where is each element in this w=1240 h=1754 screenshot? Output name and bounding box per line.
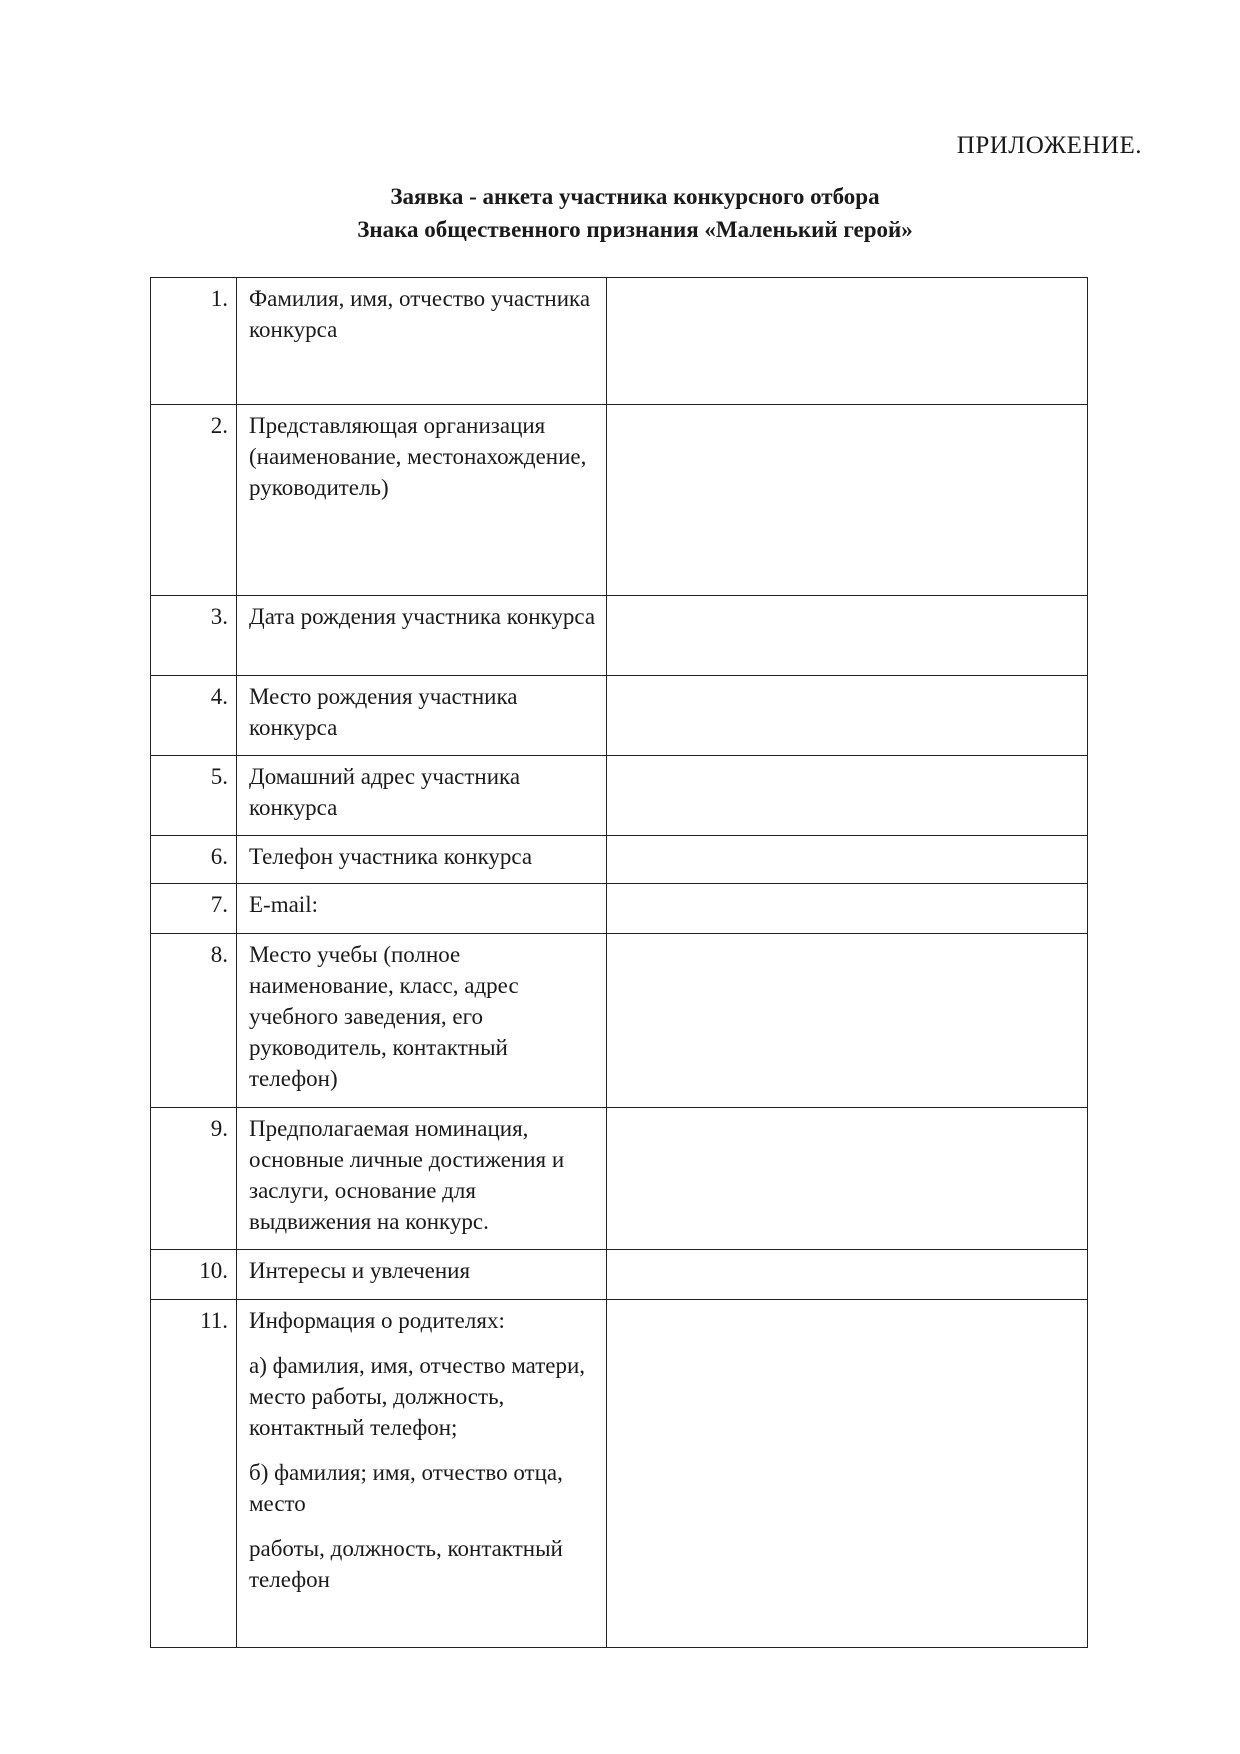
- field-value[interactable]: [607, 596, 1088, 676]
- field-value[interactable]: [607, 836, 1088, 884]
- field-label-text: E-mail:: [249, 892, 318, 917]
- row-number: 11.: [151, 1300, 237, 1648]
- row-number: 5.: [151, 756, 237, 836]
- form-row-1: [151, 278, 1088, 405]
- row-number: 10.: [151, 1250, 237, 1300]
- field-label-text: Интересы и увлечения: [249, 1258, 471, 1283]
- field-label-text: Фамилия, имя, отчество участника конкурса: [249, 286, 591, 342]
- form-row-11: [151, 1300, 1088, 1648]
- field-value[interactable]: [607, 1250, 1088, 1300]
- field-label-text: работы, должность, контактный телефон: [249, 1536, 563, 1592]
- field-label-text: Представляющая организация (наименование, местонахождение, руководитель): [249, 413, 587, 500]
- form-row-8: [151, 934, 1088, 1108]
- form-row-4: [151, 676, 1088, 756]
- form-row-5: [151, 756, 1088, 836]
- field-value[interactable]: [607, 1300, 1088, 1648]
- field-value[interactable]: [607, 884, 1088, 934]
- form-title: [0, 180, 1240, 246]
- field-label: [237, 596, 607, 676]
- field-label: [237, 676, 607, 756]
- field-label-text: Предполагаемая номинация, основные личные достижения и заслуги, основание для выдвижения на конкурс.: [249, 1116, 565, 1234]
- field-label: [237, 1300, 607, 1648]
- field-value[interactable]: [607, 934, 1088, 1108]
- field-label-text: Информация о родителях:: [249, 1308, 505, 1333]
- form-row-7: [151, 884, 1088, 934]
- row-number: 8.: [151, 934, 237, 1108]
- field-label-text: Домашний адрес участника конкурса: [249, 764, 521, 820]
- form-row-6: [151, 836, 1088, 884]
- row-number: 4.: [151, 676, 237, 756]
- field-label-text: Место учебы (полное наименование, класс, адрес учебного заведения, его руководитель, контактный телефон): [249, 942, 519, 1091]
- form-title-line-1: Заявка - анкета участника конкурсного отбора: [390, 184, 880, 209]
- field-value[interactable]: [607, 756, 1088, 836]
- field-label-text: а) фамилия, имя, отчество матери, место работы, должность, контактный телефон;: [249, 1353, 586, 1440]
- field-label: [237, 1250, 607, 1300]
- field-value[interactable]: [607, 405, 1088, 596]
- field-label-text: б) фамилия; имя, отчество отца, место: [249, 1460, 563, 1516]
- row-number: 9.: [151, 1108, 237, 1250]
- field-label: [237, 1108, 607, 1250]
- field-label-text: Дата рождения участника конкурса: [249, 604, 596, 629]
- field-label: [237, 884, 607, 934]
- field-value[interactable]: [607, 676, 1088, 756]
- form-title-line-2: Знака общественного признания «Маленький герой»: [357, 217, 913, 242]
- field-label: [237, 756, 607, 836]
- row-number: 3.: [151, 596, 237, 676]
- application-form-table: [150, 277, 1088, 1648]
- row-number: 1.: [151, 278, 237, 405]
- field-label: [237, 278, 607, 405]
- form-row-9: [151, 1108, 1088, 1250]
- form-row-10: [151, 1250, 1088, 1300]
- field-label: [237, 934, 607, 1108]
- form-row-3: [151, 596, 1088, 676]
- field-label: [237, 405, 607, 596]
- row-number: 2.: [151, 405, 237, 596]
- field-label-text: Место рождения участника конкурса: [249, 684, 518, 740]
- row-number: 7.: [151, 884, 237, 934]
- field-label: [237, 836, 607, 884]
- field-value[interactable]: [607, 278, 1088, 405]
- appendix-label: ПРИЛОЖЕНИЕ.: [956, 132, 1142, 159]
- field-label-text: Телефон участника конкурса: [249, 844, 533, 869]
- field-value[interactable]: [607, 1108, 1088, 1250]
- form-row-2: [151, 405, 1088, 596]
- row-number: 6.: [151, 836, 237, 884]
